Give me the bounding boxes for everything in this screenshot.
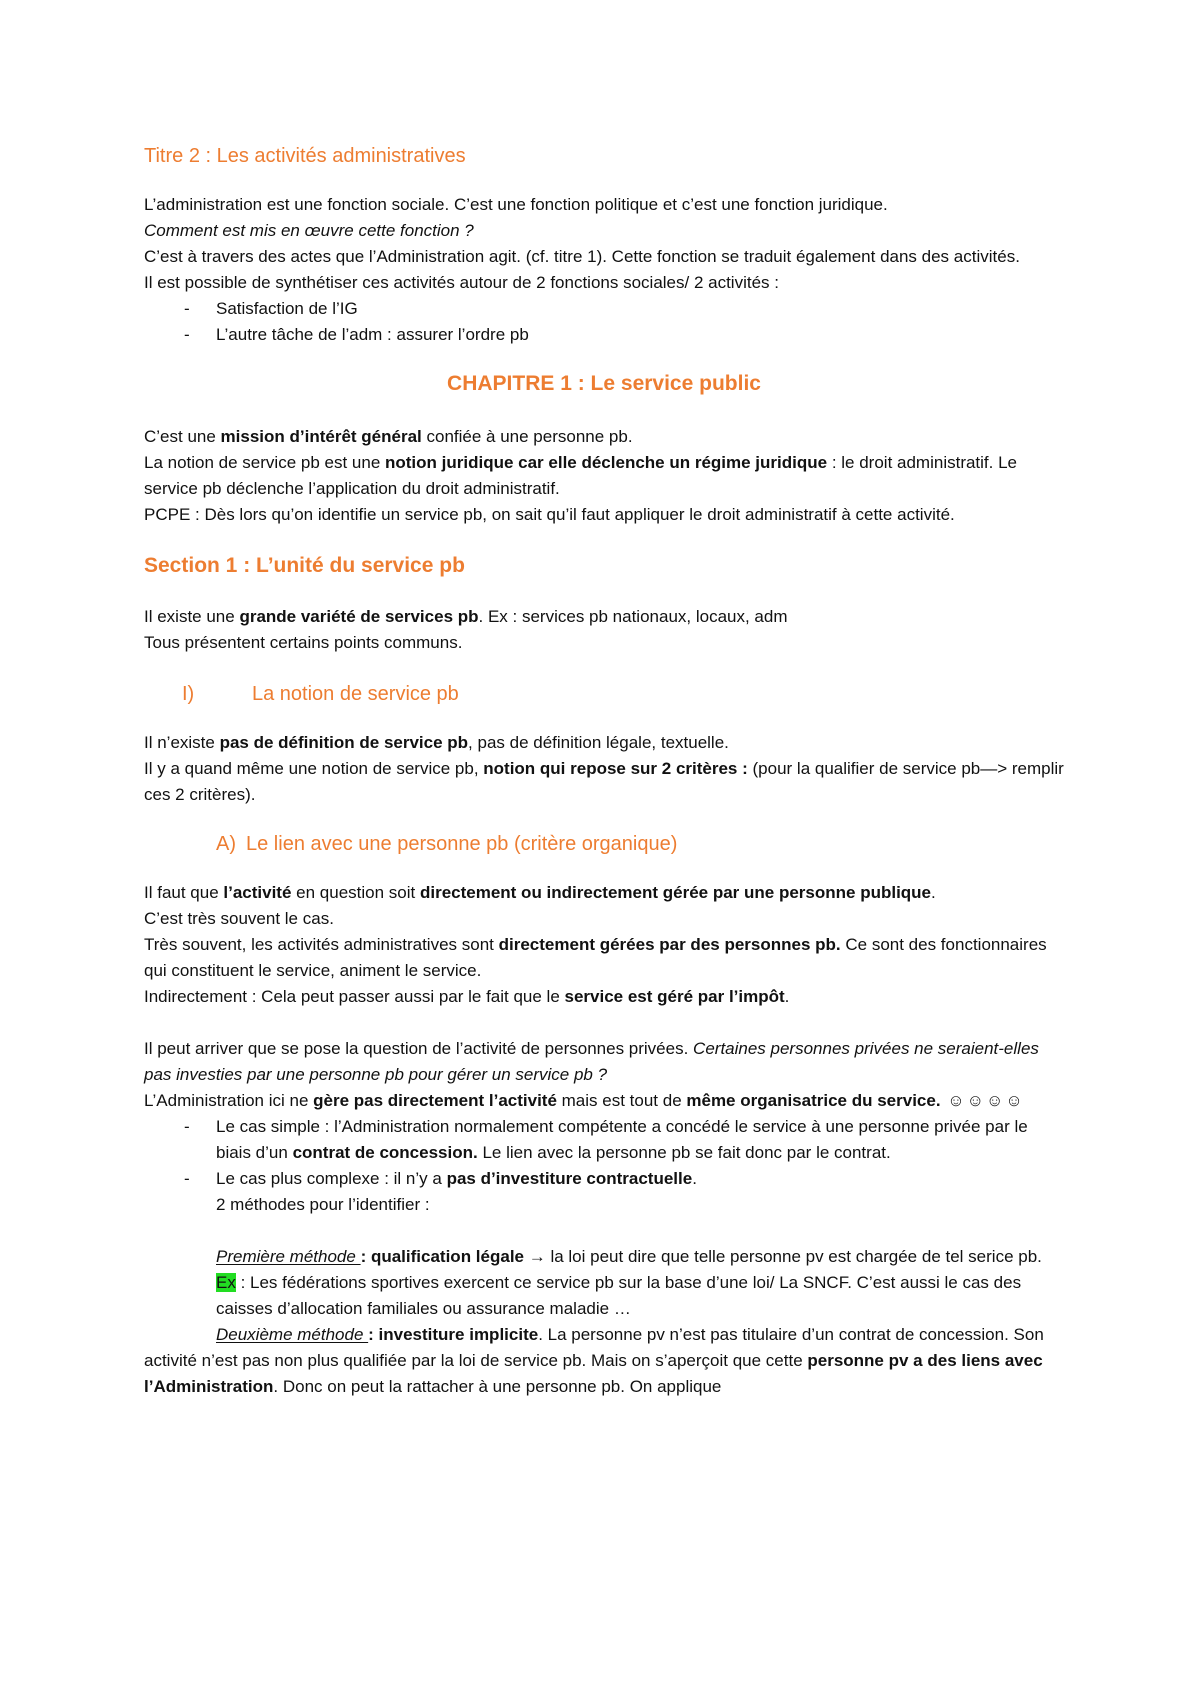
document-content (144, 142, 1064, 1400)
section-paragraph-2: Tous présentent certains points communs. (144, 633, 463, 652)
notion-paragraph-1: Il n’existe pas de définition de service pb, pas de définition légale, textuelle. (144, 733, 729, 752)
subsection-heading-i (144, 680, 1064, 708)
titre-heading: Titre 2 : Les activités administratives (144, 145, 466, 167)
list-item: - Le cas simple : l’Administration normalement compétente a concédé le service à une personne privée par le biais d’un contrat de concession. Le lien avec la personne pb se fait donc par le contrat. (184, 1117, 1028, 1162)
subsection-letter: A) (216, 833, 236, 855)
list-item: - Le cas plus complexe : il n’y a pas d’investiture contractuelle. 2 méthodes pour l’identifier : (184, 1169, 697, 1214)
list-item: - Satisfaction de l’IG (184, 299, 358, 318)
chapitre-paragraph-2: La notion de service pb est une notion juridique car elle déclenche un régime juridique : le droit administratif. Le service pb déclenche l’application du droit administratif. (144, 453, 1018, 498)
methode-1-paragraph: Première méthode : qualification légale → la loi peut dire que telle personne pv est chargée de tel serice pb. Ex : Les fédérations sportives exercent ce service pb sur la base d’une loi/ La SNCF. C’est aussi le cas des caisses d’allocation familiales ou assurance maladie … (216, 1247, 1042, 1318)
subsection-number: I) (182, 683, 195, 705)
blank-line (144, 1010, 1064, 1036)
lien-paragraph-2: C’est très souvent le cas. (144, 909, 334, 928)
privees-paragraph-1: Il peut arriver que se pose la question de l’activité de personnes privées. Certaines personnes privées ne seraient-elles pas investies par une personne pb pour gérer un service pb ? (144, 1039, 1039, 1084)
smiley-icons: ☺☺☺☺ (940, 1091, 1025, 1110)
intro-paragraph-3: C’est à travers des actes que l’Administration agit. (cf. titre 1). Cette fonction se traduit également dans des activités. (144, 247, 1020, 266)
notion-paragraph-2: Il y a quand même une notion de service pb, notion qui repose sur 2 critères : (pour la qualifier de service pb—> remplir ces 2 critères). (144, 759, 1064, 804)
chapitre-heading: CHAPITRE 1 : Le service public (447, 372, 761, 395)
highlighted-ex: Ex (216, 1273, 236, 1292)
methode-2-paragraph: Deuxième méthode : investiture implicite. La personne pv n’est pas titulaire d’un contrat de concession. Son activité n’est pas non plus qualifiée par la loi de service pb. Mais on s’aperçoit que cette personne pv a des liens avec l’Administration. Donc on peut la rattacher à une personne pb. On applique (144, 1325, 1044, 1396)
subsection-title: Le lien avec une personne pb (critère organique) (246, 833, 678, 855)
intro-question: Comment est mis en œuvre cette fonction ? (144, 221, 474, 240)
chapitre-paragraph-1: C’est une mission d’intérêt général confiée à une personne pb. (144, 427, 633, 446)
lien-paragraph-1: Il faut que l’activité en question soit directement ou indirectement gérée par une personne publique. (144, 883, 936, 902)
blank-line (144, 1218, 1064, 1244)
subsection-heading-a (216, 830, 1064, 858)
privees-paragraph-2: L’Administration ici ne gère pas directement l’activité mais est tout de même organisatrice du service. ☺☺☺☺ (144, 1091, 1025, 1110)
chapitre-paragraph-3: PCPE : Dès lors qu’on identifie un service pb, on sait qu’il faut appliquer le droit administratif à cette activité. (144, 505, 955, 524)
section-heading: Section 1 : L’unité du service pb (144, 554, 465, 577)
lien-paragraph-4: Indirectement : Cela peut passer aussi par le fait que le service est géré par l’impôt. (144, 987, 790, 1006)
section-paragraph-1: Il existe une grande variété de services pb. Ex : services pb nationaux, locaux, adm (144, 607, 788, 626)
list-item: - L’autre tâche de l’adm : assurer l’ordre pb (184, 325, 529, 344)
intro-paragraph-1: L’administration est une fonction sociale. C’est une fonction politique et c’est une fonction juridique. (144, 195, 888, 214)
arrow-right-icon: → (524, 1247, 551, 1266)
intro-bullet-list (144, 296, 1064, 348)
lien-paragraph-3: Très souvent, les activités administratives sont directement gérées par des personnes pb. Ce sont des fonctionnaires qui constituent le service, animent le service. (144, 935, 1047, 980)
subsection-title: La notion de service pb (252, 683, 459, 705)
intro-paragraph-4: Il est possible de synthétiser ces activités autour de 2 fonctions sociales/ 2 activités : (144, 273, 779, 292)
cas-bullet-list (144, 1114, 1064, 1218)
